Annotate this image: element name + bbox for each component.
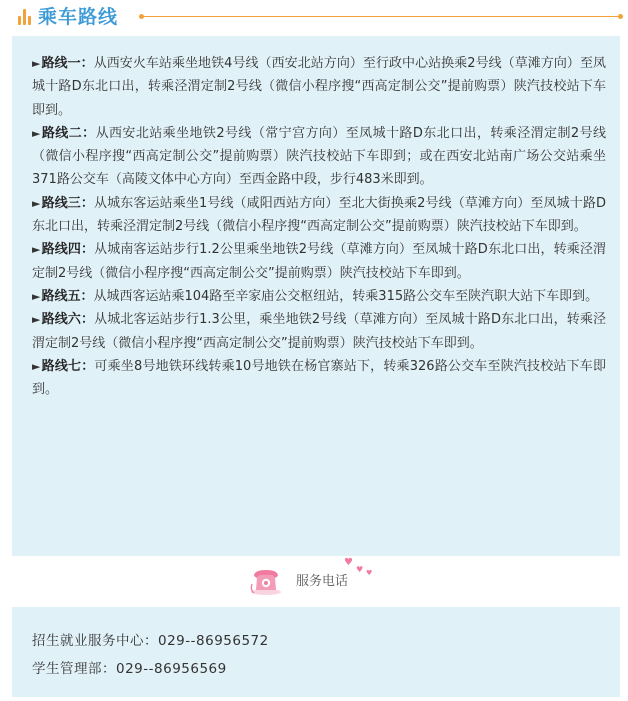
triangle-bullet-icon: ► bbox=[32, 243, 41, 257]
route-item bbox=[32, 238, 606, 285]
contact-student-affairs: 学生管理部：029--86956569 bbox=[32, 661, 227, 677]
contact-admissions: 招生就业服务中心：029--86956572 bbox=[32, 633, 269, 649]
route-item bbox=[32, 355, 606, 402]
triangle-bullet-icon: ► bbox=[32, 313, 41, 327]
phone-icon bbox=[248, 562, 288, 598]
route-text: 可乘坐8号地铁环线转乘10号地铁在杨官寨站下，转乘326路公交车至陕汽技校站下车即到。 bbox=[32, 358, 606, 398]
route-text: 从西安北站乘坐地铁2号线（常宁宫方向）至凤城十路D东北口出，转乘泾渭定制2号线（微信小程序搜“西高定制公交”提前购票）陕汽技校站下车即到；或在西安北站南广场公交站乘坐371路公交车（高陵文体中心方向）至西金路中段，步行483米即到。 bbox=[32, 125, 606, 188]
route-label: 路线四： bbox=[41, 242, 95, 258]
route-item bbox=[32, 52, 606, 122]
triangle-bullet-icon: ► bbox=[32, 126, 41, 140]
route-text: 从西安火车站乘坐地铁4号线（西安北站方向）至行政中心站换乘2号线（草滩方向）至凤城十路D东北口出，转乘泾渭定制2号线（微信小程序搜“西高定制公交”提前购票）陕汽技校站下车即到。 bbox=[32, 56, 606, 118]
route-label: 路线五： bbox=[41, 288, 94, 304]
bar-chart-icon bbox=[18, 9, 32, 25]
heart-icon: ♥ bbox=[366, 569, 373, 577]
heart-icon: ♥ bbox=[356, 565, 364, 574]
triangle-bullet-icon: ► bbox=[32, 196, 41, 210]
route-item bbox=[32, 192, 606, 239]
contact-panel bbox=[12, 607, 620, 697]
route-label: 路线二： bbox=[41, 125, 96, 141]
route-text: 从城东客运站乘坐1号线（咸阳西站方向）至北大街换乘2号线（草滩方向）至凤城十路D东北口出，转乘泾渭定制2号线（微信小程序搜“西高定制公交”提前购票）陕汽技校站下车即到。 bbox=[32, 195, 606, 235]
header-divider bbox=[142, 16, 620, 17]
heart-icon: ♥ bbox=[344, 557, 353, 568]
service-phone-header bbox=[0, 556, 628, 606]
route-item bbox=[32, 122, 606, 192]
service-title: 服务电话 bbox=[296, 574, 349, 589]
triangle-bullet-icon: ► bbox=[32, 57, 41, 70]
route-text: 从城北客运站步行1.3公里，乘坐地铁2号线（草滩方向）至凤城十路D东北口出，转乘泾渭定制2号线（微信小程序搜“西高定制公交”提前购票）陕汽技校站下车即到。 bbox=[32, 312, 606, 351]
section-header bbox=[10, 4, 620, 30]
route-item bbox=[32, 285, 606, 308]
triangle-bullet-icon: ► bbox=[32, 289, 41, 303]
route-text: 从城西客运站乘104路至辛家庙公交枢纽站，转乘315路公交车至陕汽职大站下车即到。 bbox=[93, 288, 599, 304]
routes-panel bbox=[12, 36, 620, 556]
section-title: 乘车路线 bbox=[38, 6, 119, 28]
triangle-bullet-icon: ► bbox=[32, 359, 41, 373]
route-label: 路线六： bbox=[41, 312, 95, 328]
route-label: 路线三： bbox=[41, 195, 95, 211]
route-label: 路线一： bbox=[41, 56, 94, 71]
route-text: 从城南客运站步行1.2公里乘坐地铁2号线（草滩方向）至凤城十路D东北口出，转乘泾渭定制2号线（微信小程序搜“西高定制公交”提前购票）陕汽技校站下车即到。 bbox=[32, 242, 606, 281]
route-item bbox=[32, 308, 606, 355]
route-label: 路线七： bbox=[41, 358, 95, 374]
